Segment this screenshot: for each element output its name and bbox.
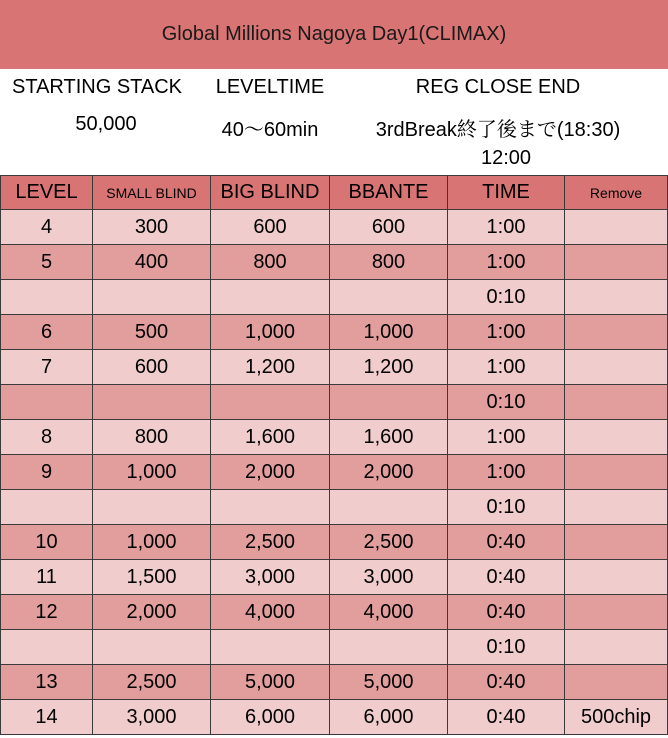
blind-structure-table xyxy=(0,175,668,735)
cell-time: 1:00 xyxy=(448,245,565,280)
cell-small-blind: 1,000 xyxy=(93,525,211,560)
cell-big-blind: 1,600 xyxy=(211,420,330,455)
cell-bbante: 1,000 xyxy=(330,315,448,350)
cell-big-blind xyxy=(211,280,330,315)
table-header-row xyxy=(1,176,668,210)
cell-remove xyxy=(565,210,668,245)
table-row xyxy=(1,490,668,525)
cell-remove xyxy=(565,595,668,630)
cell-small-blind: 1,500 xyxy=(93,560,211,595)
cell-big-blind xyxy=(211,490,330,525)
cell-level xyxy=(1,630,93,665)
cell-big-blind: 5,000 xyxy=(211,665,330,700)
cell-big-blind xyxy=(211,385,330,420)
cell-big-blind: 3,000 xyxy=(211,560,330,595)
cell-small-blind xyxy=(93,630,211,665)
column-header-big-blind: BIG BLIND xyxy=(211,176,330,210)
table-body xyxy=(1,210,668,735)
cell-remove xyxy=(565,665,668,700)
cell-level: 13 xyxy=(1,665,93,700)
cell-time: 1:00 xyxy=(448,420,565,455)
cell-bbante xyxy=(330,280,448,315)
cell-big-blind: 800 xyxy=(211,245,330,280)
cell-level: 12 xyxy=(1,595,93,630)
column-header-time: TIME xyxy=(448,176,565,210)
cell-level xyxy=(1,385,93,420)
table-row xyxy=(1,455,668,490)
cell-small-blind: 300 xyxy=(93,210,211,245)
table-row xyxy=(1,280,668,315)
cell-remove xyxy=(565,385,668,420)
cell-level: 7 xyxy=(1,350,93,385)
column-header-small-blind: SMALL BLIND xyxy=(93,176,211,210)
cell-time: 0:10 xyxy=(448,490,565,525)
cell-bbante: 5,000 xyxy=(330,665,448,700)
cell-time: 0:40 xyxy=(448,665,565,700)
table-row xyxy=(1,420,668,455)
cell-remove xyxy=(565,525,668,560)
cell-small-blind xyxy=(93,280,211,315)
table-row xyxy=(1,210,668,245)
cell-small-blind xyxy=(93,490,211,525)
cell-bbante xyxy=(330,630,448,665)
cell-big-blind: 600 xyxy=(211,210,330,245)
cell-time: 1:00 xyxy=(448,455,565,490)
cell-remove xyxy=(565,630,668,665)
cell-level: 14 xyxy=(1,700,93,735)
table-row xyxy=(1,665,668,700)
table-row xyxy=(1,385,668,420)
cell-remove xyxy=(565,560,668,595)
cell-level: 4 xyxy=(1,210,93,245)
cell-bbante: 4,000 xyxy=(330,595,448,630)
cell-small-blind: 2,000 xyxy=(93,595,211,630)
cell-bbante: 600 xyxy=(330,210,448,245)
table-row xyxy=(1,700,668,735)
cell-remove xyxy=(565,420,668,455)
cell-bbante: 1,600 xyxy=(330,420,448,455)
cell-big-blind: 4,000 xyxy=(211,595,330,630)
cell-small-blind xyxy=(93,385,211,420)
table-row xyxy=(1,245,668,280)
cell-remove xyxy=(565,280,668,315)
cell-remove xyxy=(565,350,668,385)
cell-small-blind: 800 xyxy=(93,420,211,455)
cell-big-blind: 6,000 xyxy=(211,700,330,735)
cell-small-blind: 2,500 xyxy=(93,665,211,700)
cell-small-blind: 1,000 xyxy=(93,455,211,490)
leveltime-value: 40〜60min xyxy=(221,119,319,141)
cell-remove xyxy=(565,455,668,490)
cell-small-blind: 3,000 xyxy=(93,700,211,735)
table-row xyxy=(1,630,668,665)
cell-time: 0:40 xyxy=(448,560,565,595)
cell-level xyxy=(1,280,93,315)
cell-big-blind xyxy=(211,630,330,665)
table-row xyxy=(1,595,668,630)
cell-bbante xyxy=(330,385,448,420)
cell-remove xyxy=(565,315,668,350)
cell-time: 0:40 xyxy=(448,525,565,560)
cell-time: 0:10 xyxy=(448,280,565,315)
table-row xyxy=(1,350,668,385)
cell-bbante: 1,200 xyxy=(330,350,448,385)
cell-bbante: 2,000 xyxy=(330,455,448,490)
reg-close-label: REG CLOSE END xyxy=(415,76,581,98)
cell-small-blind: 500 xyxy=(93,315,211,350)
starting-stack-label: STARTING STACK xyxy=(12,76,183,98)
cell-time: 1:00 xyxy=(448,350,565,385)
cell-remove xyxy=(565,245,668,280)
cell-bbante xyxy=(330,490,448,525)
table-row xyxy=(1,525,668,560)
cell-big-blind: 1,200 xyxy=(211,350,330,385)
cell-level: 10 xyxy=(1,525,93,560)
cell-level: 6 xyxy=(1,315,93,350)
cell-big-blind: 2,500 xyxy=(211,525,330,560)
cell-time: 0:10 xyxy=(448,385,565,420)
column-header-remove: Remove xyxy=(565,176,668,210)
cell-level xyxy=(1,490,93,525)
column-header-bbante: BBANTE xyxy=(330,176,448,210)
cell-level: 11 xyxy=(1,560,93,595)
cell-remove xyxy=(565,490,668,525)
cell-small-blind: 400 xyxy=(93,245,211,280)
reg-close-value: 3rdBreak終了後まで(18:30) xyxy=(375,119,621,141)
cell-big-blind: 2,000 xyxy=(211,455,330,490)
cell-remove: 500chip xyxy=(565,700,668,735)
cell-bbante: 3,000 xyxy=(330,560,448,595)
page-title xyxy=(0,0,668,69)
leveltime-label: LEVELTIME xyxy=(215,76,325,98)
cell-level: 5 xyxy=(1,245,93,280)
table-row xyxy=(1,560,668,595)
start-time: 12:00 xyxy=(480,147,532,169)
title-text: Global Millions Nagoya Day1(CLIMAX) xyxy=(161,23,507,45)
cell-time: 0:10 xyxy=(448,630,565,665)
cell-time: 0:40 xyxy=(448,700,565,735)
cell-time: 1:00 xyxy=(448,315,565,350)
cell-time: 1:00 xyxy=(448,210,565,245)
cell-bbante: 2,500 xyxy=(330,525,448,560)
cell-small-blind: 600 xyxy=(93,350,211,385)
cell-level: 9 xyxy=(1,455,93,490)
cell-level: 8 xyxy=(1,420,93,455)
cell-bbante: 6,000 xyxy=(330,700,448,735)
tournament-info xyxy=(0,69,668,175)
cell-bbante: 800 xyxy=(330,245,448,280)
starting-stack-value: 50,000 xyxy=(75,113,137,135)
table-row xyxy=(1,315,668,350)
cell-time: 0:40 xyxy=(448,595,565,630)
column-header-level: LEVEL xyxy=(1,176,93,210)
cell-big-blind: 1,000 xyxy=(211,315,330,350)
